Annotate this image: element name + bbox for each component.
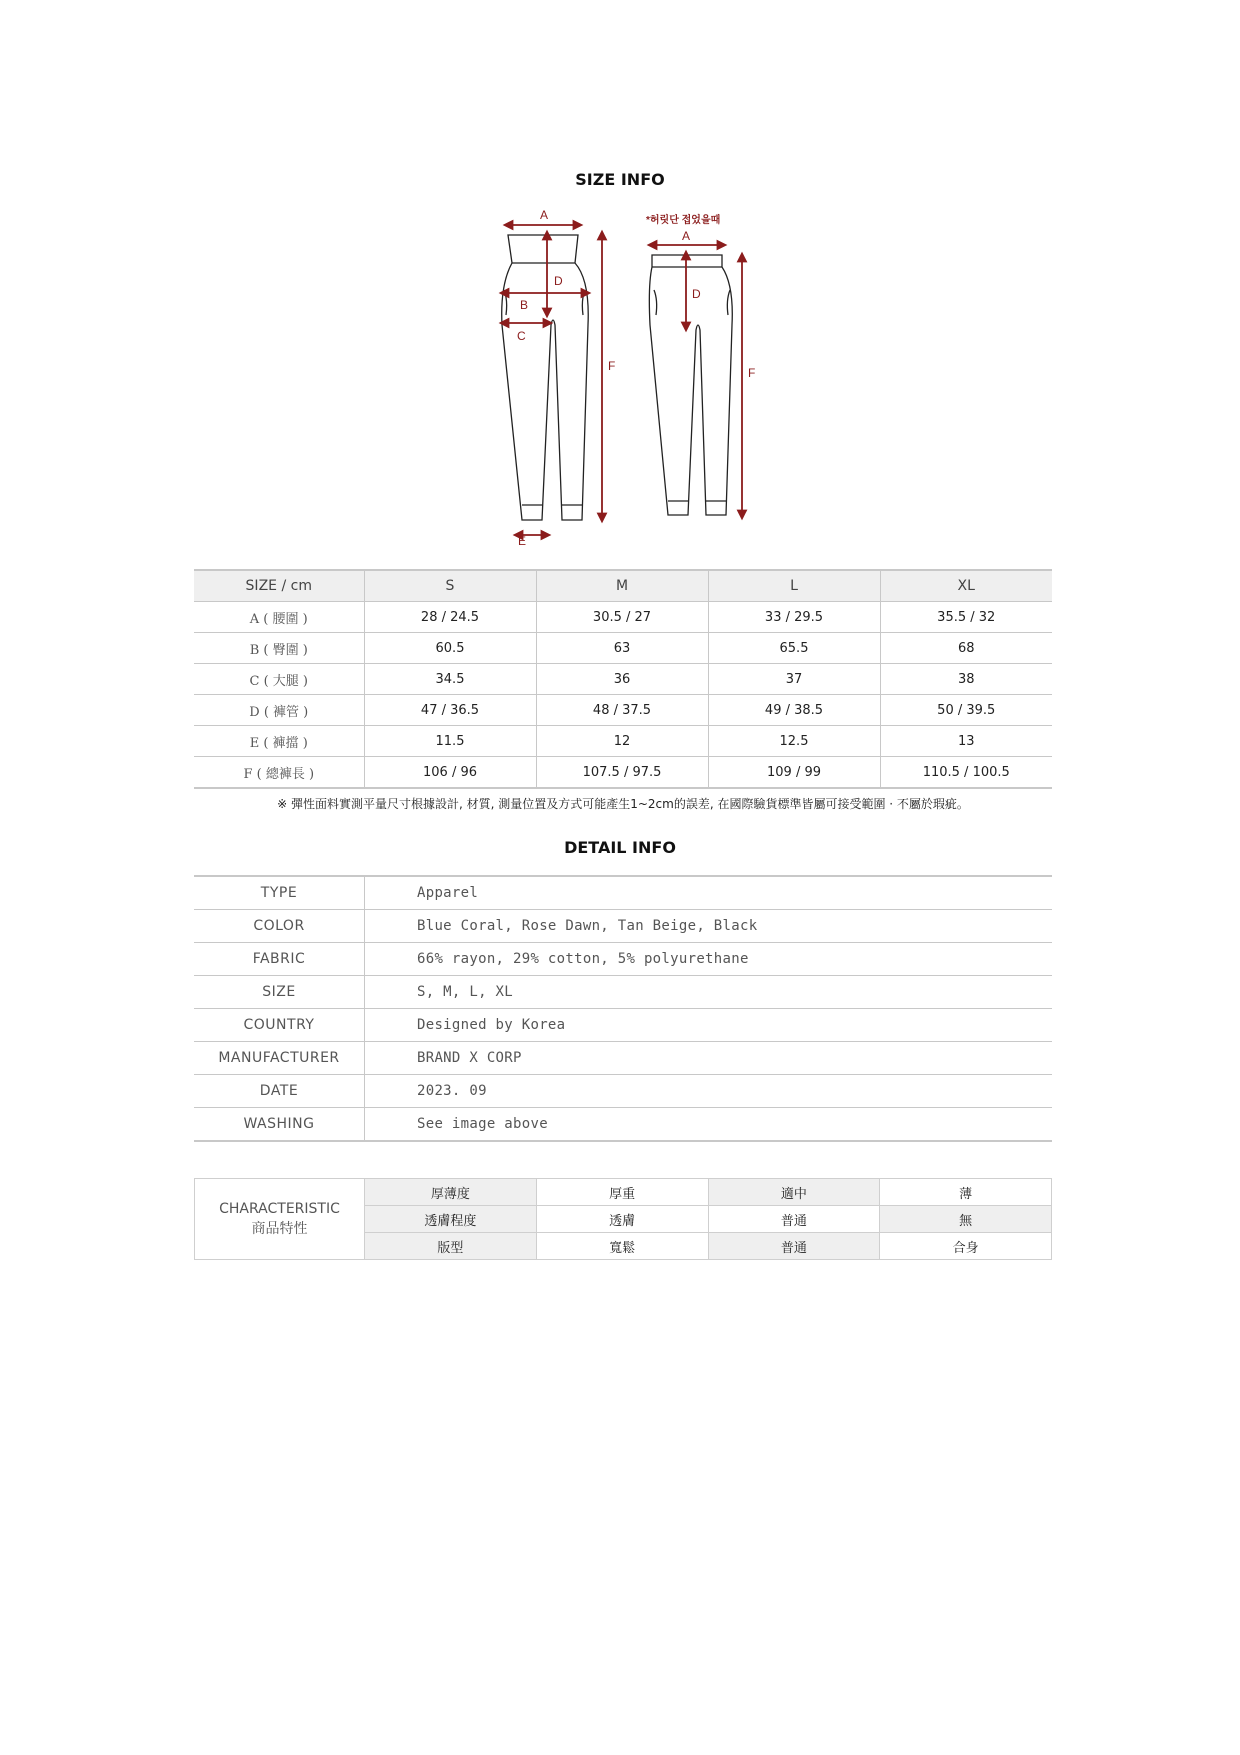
size-info-title: SIZE INFO bbox=[575, 170, 665, 189]
characteristic-option: 透膚 bbox=[536, 1206, 708, 1233]
measurement-value: 38 bbox=[880, 664, 1052, 695]
pants-measurement-diagram bbox=[490, 205, 790, 548]
table-row bbox=[194, 1009, 1052, 1042]
measurement-value: 11.5 bbox=[364, 726, 536, 757]
measurement-value: 49 / 38.5 bbox=[708, 695, 880, 726]
detail-label: WASHING bbox=[194, 1108, 365, 1142]
label-e: E bbox=[518, 534, 527, 548]
characteristic-option-selected: 普通 bbox=[708, 1233, 880, 1260]
label-d: D bbox=[554, 274, 563, 288]
measurement-value: 36 bbox=[536, 664, 708, 695]
measurement-label: A ( 腰圍 ) bbox=[194, 602, 364, 633]
folded-waistband-note: *허릿단 접었을때 bbox=[646, 215, 721, 226]
measurement-value: 28 / 24.5 bbox=[364, 602, 536, 633]
size-header-cell: XL bbox=[880, 570, 1052, 602]
characteristic-row-label: 透膚程度 bbox=[365, 1206, 537, 1233]
measurement-value: 34.5 bbox=[364, 664, 536, 695]
measurement-value: 35.5 / 32 bbox=[880, 602, 1052, 633]
table-row bbox=[194, 1108, 1052, 1142]
pants-front-outline bbox=[502, 235, 589, 520]
detail-label: SIZE bbox=[194, 976, 365, 1009]
detail-label: COLOR bbox=[194, 910, 365, 943]
label-f-folded: F bbox=[748, 366, 756, 380]
detail-label: TYPE bbox=[194, 876, 365, 910]
characteristic-option: 薄 bbox=[880, 1179, 1052, 1206]
characteristic-table bbox=[194, 1178, 1052, 1260]
measurement-value: 107.5 / 97.5 bbox=[536, 757, 708, 789]
measurement-value: 60.5 bbox=[364, 633, 536, 664]
label-c: C bbox=[517, 329, 526, 343]
table-row bbox=[194, 695, 1052, 726]
table-row bbox=[194, 757, 1052, 789]
table-row bbox=[194, 910, 1052, 943]
size-table bbox=[194, 569, 1052, 789]
detail-value: Blue Coral, Rose Dawn, Tan Beige, Black bbox=[365, 910, 1053, 943]
size-header-cell: L bbox=[708, 570, 880, 602]
detail-value: 66% rayon, 29% cotton, 5% polyurethane bbox=[365, 943, 1053, 976]
size-header-cell: SIZE / cm bbox=[194, 570, 364, 602]
measurement-value: 68 bbox=[880, 633, 1052, 664]
label-a-folded: A bbox=[682, 229, 691, 243]
measurement-label: C ( 大腿 ) bbox=[194, 664, 364, 695]
table-row bbox=[194, 602, 1052, 633]
detail-label: MANUFACTURER bbox=[194, 1042, 365, 1075]
table-row bbox=[194, 664, 1052, 695]
measurement-value: 33 / 29.5 bbox=[708, 602, 880, 633]
characteristic-row-label: 版型 bbox=[365, 1233, 537, 1260]
table-row bbox=[194, 876, 1052, 910]
label-d-folded: D bbox=[692, 287, 701, 301]
table-row bbox=[194, 1075, 1052, 1108]
detail-table bbox=[194, 875, 1052, 1142]
detail-label: DATE bbox=[194, 1075, 365, 1108]
measurement-value: 37 bbox=[708, 664, 880, 695]
characteristic-option-selected: 無 bbox=[880, 1206, 1052, 1233]
size-table-header-row bbox=[194, 570, 1052, 602]
characteristic-option: 厚重 bbox=[536, 1179, 708, 1206]
measurement-value: 65.5 bbox=[708, 633, 880, 664]
label-f: F bbox=[608, 359, 616, 373]
measurement-value: 63 bbox=[536, 633, 708, 664]
table-row bbox=[194, 976, 1052, 1009]
characteristic-row-label: 厚薄度 bbox=[365, 1179, 537, 1206]
table-row bbox=[194, 1042, 1052, 1075]
characteristic-heading bbox=[195, 1179, 365, 1260]
detail-value: BRAND X CORP bbox=[365, 1042, 1053, 1075]
measurement-label: F ( 總褲長 ) bbox=[194, 757, 364, 789]
table-row bbox=[194, 726, 1052, 757]
characteristic-option: 合身 bbox=[880, 1233, 1052, 1260]
detail-value: Apparel bbox=[365, 876, 1053, 910]
measurement-label: B ( 臀圍 ) bbox=[194, 633, 364, 664]
measurement-value: 48 / 37.5 bbox=[536, 695, 708, 726]
detail-value: S, M, L, XL bbox=[365, 976, 1053, 1009]
characteristic-option: 寬鬆 bbox=[536, 1233, 708, 1260]
detail-value: 2023. 09 bbox=[365, 1075, 1053, 1108]
label-a: A bbox=[540, 208, 549, 222]
measurement-value: 30.5 / 27 bbox=[536, 602, 708, 633]
characteristic-option: 普通 bbox=[708, 1206, 880, 1233]
measurement-value: 109 / 99 bbox=[708, 757, 880, 789]
measurement-label: D ( 褲管 ) bbox=[194, 695, 364, 726]
measurement-label: E ( 褲擋 ) bbox=[194, 726, 364, 757]
size-header-cell: S bbox=[364, 570, 536, 602]
characteristic-label-en: CHARACTERISTIC bbox=[219, 1201, 340, 1217]
pants-illustration bbox=[490, 205, 790, 548]
size-header-cell: M bbox=[536, 570, 708, 602]
detail-value: See image above bbox=[365, 1108, 1053, 1142]
pants-folded-outline bbox=[649, 255, 732, 515]
characteristic-option-selected: 適中 bbox=[708, 1179, 880, 1206]
measurement-value: 12.5 bbox=[708, 726, 880, 757]
measurement-value: 106 / 96 bbox=[364, 757, 536, 789]
measurement-value: 50 / 39.5 bbox=[880, 695, 1052, 726]
measurement-value: 110.5 / 100.5 bbox=[880, 757, 1052, 789]
characteristic-label-zh: 商品特性 bbox=[251, 1221, 308, 1237]
measurement-disclaimer: ※ 彈性面料實測平量尺寸根據設計, 材質, 測量位置及方式可能產生1~2cm的誤差, 在國際驗貨標準皆屬可接受範圍 · 不屬於瑕疵。 bbox=[277, 797, 969, 811]
table-row bbox=[195, 1179, 1052, 1206]
detail-label: FABRIC bbox=[194, 943, 365, 976]
label-b: B bbox=[520, 298, 529, 312]
measurement-value: 13 bbox=[880, 726, 1052, 757]
table-row bbox=[194, 633, 1052, 664]
detail-info-title: DETAIL INFO bbox=[564, 838, 676, 857]
detail-value: Designed by Korea bbox=[365, 1009, 1053, 1042]
measurement-value: 47 / 36.5 bbox=[364, 695, 536, 726]
measurement-value: 12 bbox=[536, 726, 708, 757]
detail-label: COUNTRY bbox=[194, 1009, 365, 1042]
table-row bbox=[194, 943, 1052, 976]
